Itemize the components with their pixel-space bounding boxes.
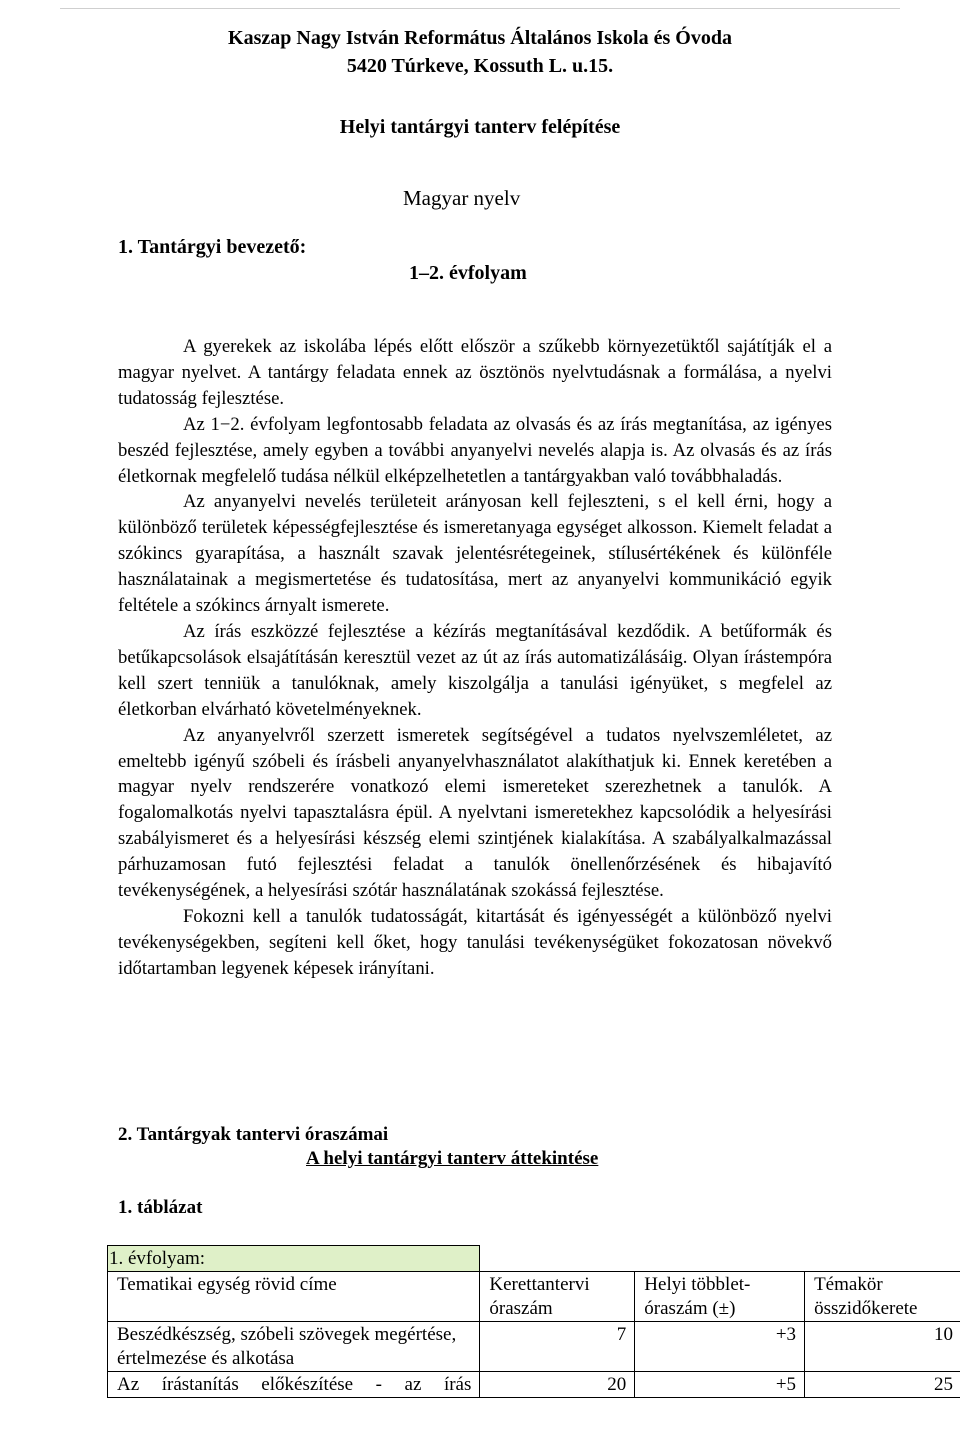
subject-title: Magyar nyelv	[403, 186, 521, 210]
paragraph: A gyerekek az iskolába lépés előtt először a szűkebb környezetüktől sajátítják el a magyar nyelvet. A tantárgy feladata ennek az ösztönös nyelvtudásnak a formálása, a nyelvi tudatosság fejlesztése.	[118, 336, 832, 409]
table-cell: 7	[480, 1322, 635, 1372]
grade-heading: 1–2. évfolyam	[409, 262, 527, 284]
table-cell: +5	[635, 1372, 805, 1398]
document-title: Helyi tantárgyi tanterv felépítése	[339, 116, 621, 138]
table-cell: Az írástanítás előkészítése - az írás	[108, 1372, 480, 1398]
school-name: Kaszap Nagy István Református Általános Iskola és Óvoda	[228, 27, 732, 49]
paragraph: Fokozni kell a tanulók tudatosságát, kitartását és igényességét a különböző nyelvi tevékenységekben, segíteni kell őket, hogy tanulási tevékenységüket fokozatosan növekvő időtartamban legyenek képesek irányítani.	[118, 905, 832, 979]
section-2-subheading: A helyi tantárgyi tanterv áttekintése	[306, 1148, 599, 1169]
paragraph: Az anyanyelvi nevelés területeit arányosan kell fejleszteni, s el kell érni, hogy a különböző területek képességfejlesztése és ismeretanyaga egységet alkosson. Kiemelt feladat a szókincs gyarapítása, a használt szavak jelentésrétegeinek, stílusértékének és különféle használatainak a megismertetése és tudatosítása, mert az anyanyelvi kommunikáció egyik feltétele a szókincs árnyalt ismerete.	[118, 491, 832, 617]
school-address: 5420 Túrkeve, Kossuth L. u.15.	[346, 55, 614, 77]
table-cell: 25	[805, 1372, 960, 1398]
table-header-row	[108, 1272, 960, 1322]
table-row	[108, 1372, 960, 1398]
table-label: 1. táblázat	[118, 1197, 203, 1218]
table-cell: 20	[480, 1372, 635, 1398]
top-rule	[60, 8, 900, 9]
lesson-hours-table	[107, 1245, 960, 1398]
header-cell: Helyi többlet-óraszám (±)	[635, 1272, 805, 1322]
grade-cell: 1. évfolyam:	[108, 1246, 480, 1272]
intro-text	[118, 334, 832, 982]
section-1-heading: 1. Tantárgyi bevezető:	[118, 236, 307, 258]
table-cell: Beszédkészség, szóbeli szövegek megértése, értelmezése és alkotása	[108, 1322, 480, 1372]
paragraph: Az anyanyelvről szerzett ismeretek segítségével a tudatos nyelvszemléletet, az emeltebb igényű szóbeli és írásbeli anyanyelvhasználatot alakíthatjuk ki. Ennek keretében a magyar nyelv rendszerére vonatkozó elemi ismereteket szerezhetnek a tanulók. A fogalomalkotás nyelvi tapasztalásra épül. A nyelvtani ismeretekhez kapcsolódik a helyesírási szabályismeret és a helyesírási készség elemi szintjének kialakítása. A szabályalkalmazással párhuzamosan futó fejlesztési feladat a tanulók önellenőrzésének és hibajavító tevékenységének, a helyesírási szótár használatának szokássá fejlesztése.	[118, 724, 832, 902]
section-2-heading: 2. Tantárgyak tantervi óraszámai	[118, 1124, 389, 1145]
paragraph: Az írás eszközzé fejlesztése a kézírás megtanításával kezdődik. A betűformák és betűkapcsolások elsajátításán keresztül vezet az út az írás automatizálásáig. Olyan írástempóra kell szert tenniük a tanulóknak, amely kiszolgálja a tanulási igényüket, s megfelel az életkorban elvárható követelményeknek.	[118, 620, 832, 720]
grade-row	[108, 1246, 960, 1272]
header-cell: Kerettantervi óraszám	[480, 1272, 635, 1322]
paragraph: Az 1−2. évfolyam legfontosabb feladata az olvasás és az írás megtanítása, az igényes beszéd fejlesztése, amely egyben a további anyanyelvi nevelés alapja is. Az olvasás és az írás életkornak megfelelő tudása nélkül elképzelhetetlen a tantárgyakban való továbbhaladás.	[118, 413, 832, 487]
table-row	[108, 1322, 960, 1372]
header-cell: Témakör összidőkerete	[805, 1272, 960, 1322]
table-cell: 10	[805, 1322, 960, 1372]
header-cell: Tematikai egység rövid címe	[108, 1272, 480, 1322]
table-cell: +3	[635, 1322, 805, 1372]
